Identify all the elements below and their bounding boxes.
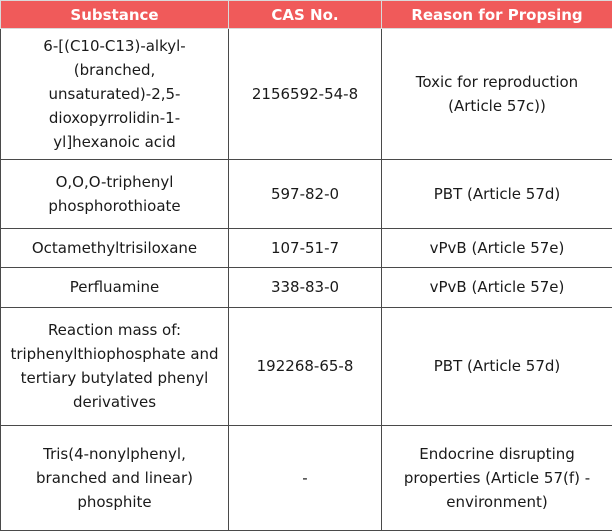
header-cas-no: CAS No. xyxy=(229,1,382,29)
substance-cell: Tris(4-nonylphenyl, branched and linear) phosphite xyxy=(1,425,229,530)
cas-cell: 2156592-54-8 xyxy=(229,29,382,160)
header-reason: Reason for Propsing xyxy=(382,1,612,29)
substance-cell: 6-[(C10-C13)-alkyl-(branched, unsaturated)-2,5-dioxopyrrolidin-1-yl]hexanoic acid xyxy=(1,29,229,160)
reason-cell: vPvB (Article 57e) xyxy=(382,268,612,307)
table-row xyxy=(1,268,612,307)
substance-cell: Reaction mass of: triphenylthiophosphate and tertiary butylated phenyl derivatives xyxy=(1,307,229,425)
cas-cell: 107-51-7 xyxy=(229,229,382,268)
table-row xyxy=(1,29,612,160)
reason-cell: Endocrine disrupting properties (Article 57(f) - environment) xyxy=(382,425,612,530)
header-substance: Substance xyxy=(1,1,229,29)
cas-cell: 192268-65-8 xyxy=(229,307,382,425)
reason-cell: vPvB (Article 57e) xyxy=(382,229,612,268)
cas-cell: 597-82-0 xyxy=(229,160,382,229)
table-row xyxy=(1,425,612,530)
substance-cell: Octamethyltrisiloxane xyxy=(1,229,229,268)
substance-cell: Perfluamine xyxy=(1,268,229,307)
cas-cell: - xyxy=(229,425,382,530)
substance-cell: O,O,O-triphenyl phosphorothioate xyxy=(1,160,229,229)
header-row xyxy=(1,1,612,29)
reason-cell: PBT (Article 57d) xyxy=(382,160,612,229)
cas-cell: 338-83-0 xyxy=(229,268,382,307)
table-row xyxy=(1,307,612,425)
table-row xyxy=(1,160,612,229)
table-row xyxy=(1,229,612,268)
reason-cell: PBT (Article 57d) xyxy=(382,307,612,425)
reason-cell: Toxic for reproduction (Article 57c)) xyxy=(382,29,612,160)
